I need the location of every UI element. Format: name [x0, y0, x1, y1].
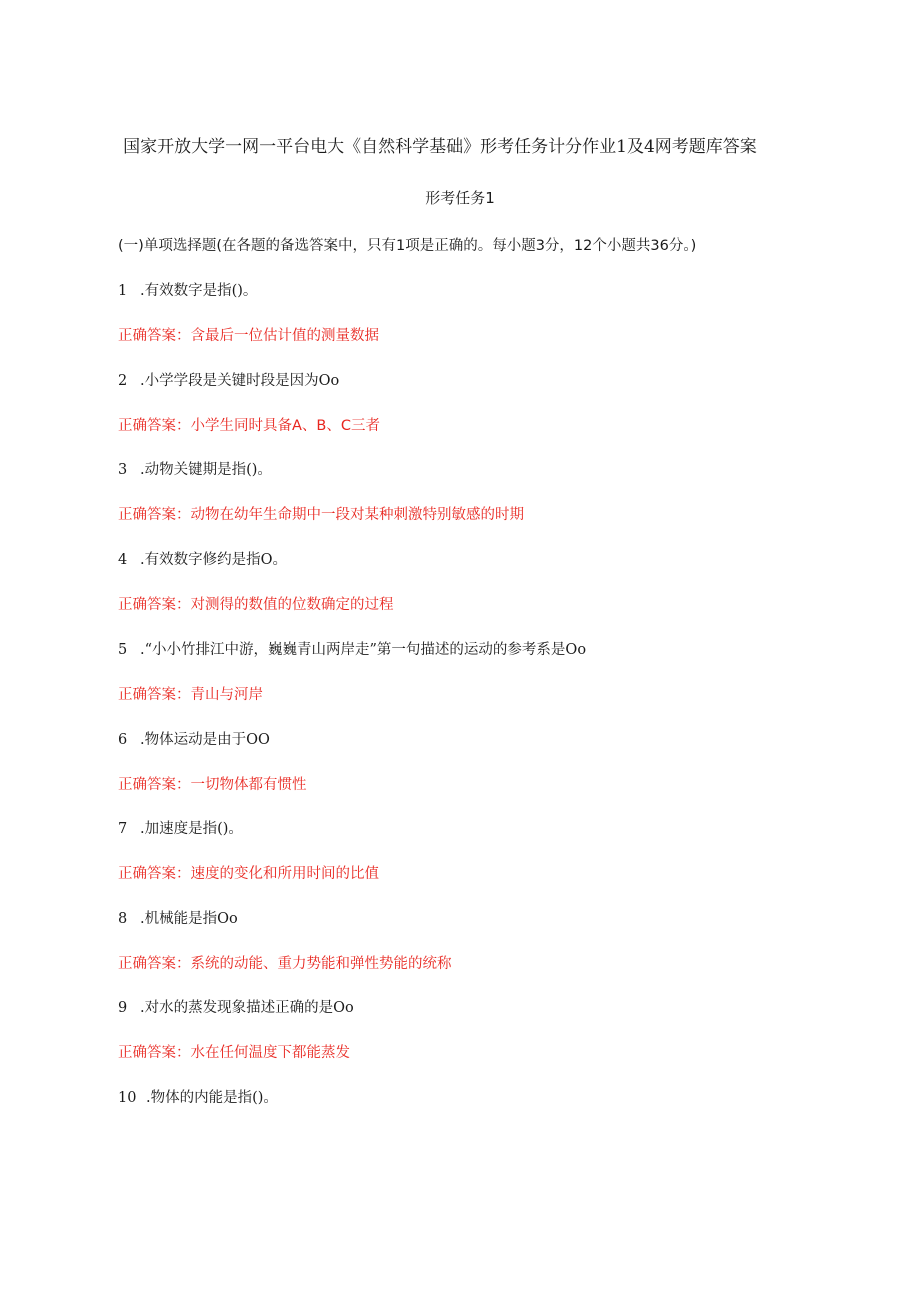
- question-number: 4: [118, 552, 128, 568]
- answer-value: 动物在幼年生命期中一段对某种刺激特别敏感的时期: [190, 507, 524, 523]
- answer-text: [118, 326, 379, 346]
- question-block: [118, 281, 379, 346]
- question-stem: .有效数字是指()。: [140, 283, 258, 299]
- question-number: 5: [118, 642, 128, 658]
- answer-value: 速度的变化和所用时间的比值: [190, 866, 379, 882]
- part-heading: (一)单项选择题(在各题的备选答案中，只有1项是正确的。每小题3分，12个小题共36分。): [118, 238, 697, 254]
- answer-prefix: 正确答案：: [118, 687, 191, 703]
- question-text: [118, 371, 380, 391]
- answer-text: [118, 775, 307, 795]
- answer-value: 对测得的数值的位数确定的过程: [190, 597, 394, 613]
- question-number: 10: [118, 1090, 137, 1106]
- question-number: 3: [118, 462, 128, 478]
- question-block: [118, 998, 354, 1063]
- answer-prefix: 正确答案：: [118, 328, 191, 344]
- question-text: [118, 460, 524, 480]
- answer-text: [118, 1043, 354, 1063]
- answer-value: 青山与河岸: [190, 687, 263, 703]
- question-stem: .动物关键期是指()。: [140, 462, 272, 478]
- question-text: [118, 281, 379, 301]
- answer-text: [118, 505, 524, 525]
- answer-prefix: 正确答案：: [118, 507, 191, 523]
- question-stem: .物体运动是由于OO: [140, 732, 270, 748]
- question-stem: .“小小竹排江中游，巍巍青山两岸走”第一句描述的运动的参考系是Oo: [140, 642, 587, 658]
- answer-text: [118, 864, 379, 884]
- answer-value: 含最后一位估计值的测量数据: [190, 328, 379, 344]
- answer-value: 水在任何温度下都能蒸发: [190, 1045, 350, 1061]
- answer-prefix: 正确答案：: [118, 866, 191, 882]
- question-number: 7: [118, 821, 128, 837]
- question-stem: .对水的蒸发现象描述正确的是Oo: [140, 1000, 354, 1016]
- question-number: 2: [118, 373, 128, 389]
- answer-prefix: 正确答案：: [118, 597, 191, 613]
- question-stem: .机械能是指Oo: [140, 911, 238, 927]
- answer-prefix: 正确答案：: [118, 956, 191, 972]
- question-block: [118, 819, 379, 884]
- question-block: [118, 1088, 278, 1108]
- section-title: 形考任务1: [425, 189, 495, 207]
- answer-prefix: 正确答案：: [118, 777, 191, 793]
- question-number: 9: [118, 1000, 128, 1016]
- question-block: [118, 371, 380, 436]
- answer-value: 小学生同时具备A、B、C三者: [190, 418, 380, 434]
- question-text: [118, 1088, 278, 1108]
- question-text: [118, 640, 586, 660]
- question-block: [118, 640, 586, 705]
- question-stem: .小学学段是关键时段是因为Oo: [140, 373, 340, 389]
- question-number: 6: [118, 732, 128, 748]
- question-number: 1: [118, 283, 128, 299]
- answer-value: 系统的动能、重力势能和弹性势能的统称: [190, 956, 452, 972]
- answer-value: 一切物体都有惯性: [190, 777, 307, 793]
- answer-text: [118, 416, 380, 436]
- question-text: [118, 909, 452, 929]
- question-text: [118, 730, 307, 750]
- answer-prefix: 正确答案：: [118, 418, 191, 434]
- question-block: [118, 460, 524, 525]
- question-number: 8: [118, 911, 128, 927]
- question-text: [118, 998, 354, 1018]
- question-text: [118, 819, 379, 839]
- question-block: [118, 730, 307, 795]
- answer-text: [118, 595, 394, 615]
- answer-text: [118, 954, 452, 974]
- answer-prefix: 正确答案：: [118, 1045, 191, 1061]
- question-stem: .加速度是指()。: [140, 821, 243, 837]
- answer-text: [118, 685, 586, 705]
- question-block: [118, 550, 394, 615]
- question-block: [118, 909, 452, 974]
- question-stem: .有效数字修约是指O。: [140, 552, 287, 568]
- question-text: [118, 550, 394, 570]
- question-stem: .物体的内能是指()。: [146, 1090, 278, 1106]
- document-title: 国家开放大学一网一平台电大《自然科学基础》形考任务计分作业1及4网考题库答案: [123, 137, 757, 157]
